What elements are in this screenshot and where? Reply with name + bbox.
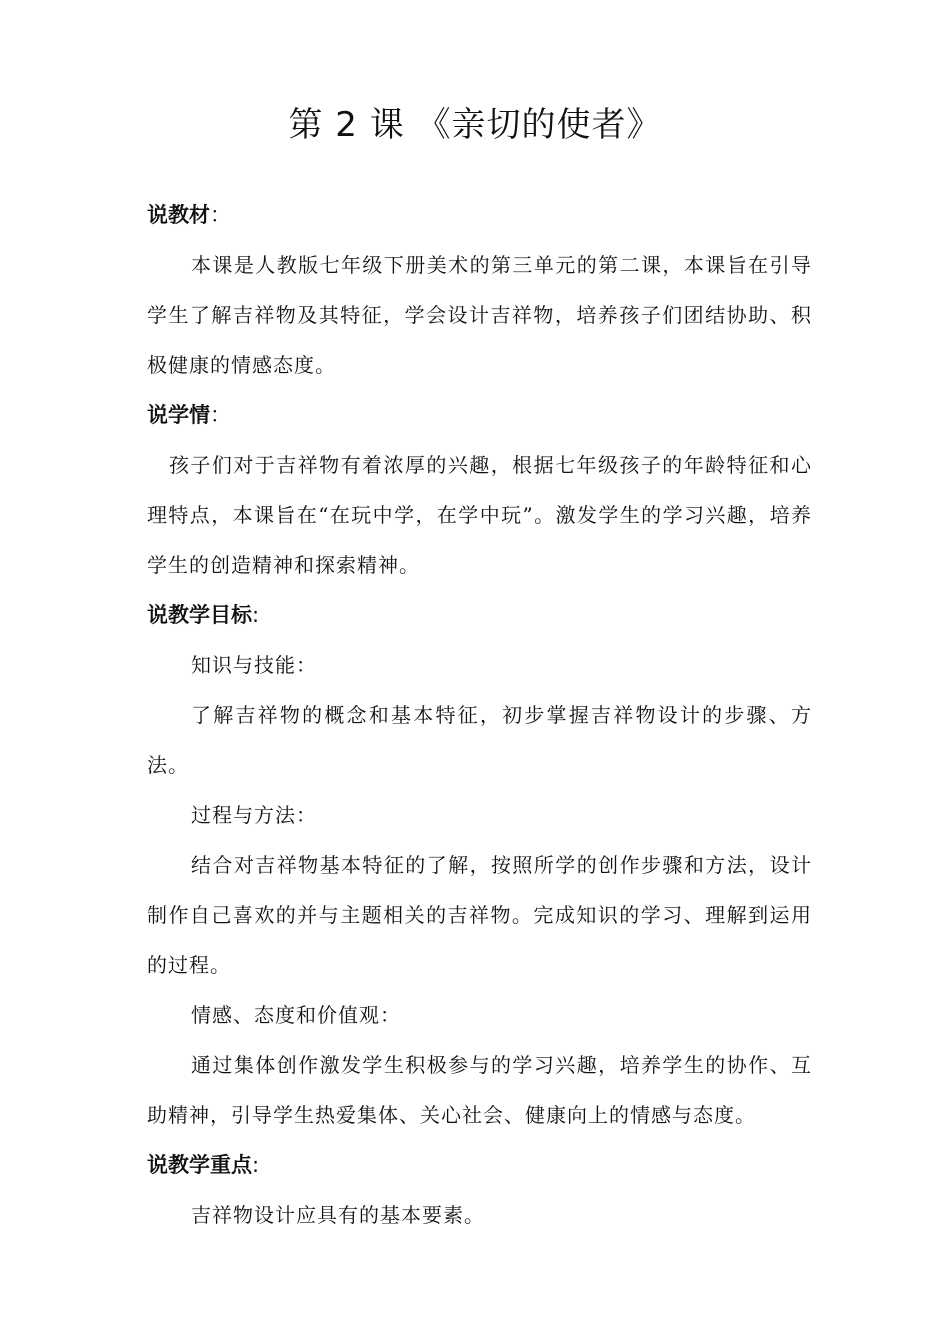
section-heading	[147, 190, 812, 240]
section-heading-text: 说教学重点	[147, 1153, 252, 1177]
goal-text-process: 结合对吉祥物基本特征的了解，按照所学的创作步骤和方法，设计制作自己喜欢的并与主题相关的吉祥物。完成知识的学习、理解到运用的过程。	[147, 853, 812, 977]
goal-label-process: 过程与方法：	[191, 803, 317, 827]
section-heading-colon: ：	[210, 203, 231, 227]
section-heading	[147, 1140, 812, 1190]
goal-text-emotion: 通过集体创作激发学生积极参与的学习兴趣，培养学生的协作、互助精神，引导学生热爱集体、关心社会、健康向上的情感与态度。	[147, 1053, 812, 1127]
goal-label-emotion: 情感、态度和价值观：	[191, 1003, 401, 1027]
section-key-points	[147, 1140, 812, 1240]
paragraph: 吉祥物设计应具有的基本要素。	[191, 1203, 485, 1227]
section-heading-text: 说学情	[147, 403, 210, 427]
section-heading	[147, 390, 812, 440]
section-heading	[147, 590, 812, 640]
goal-text-knowledge: 了解吉祥物的概念和基本特征，初步掌握吉祥物设计的步骤、方法。	[147, 703, 812, 777]
section-heading-text: 说教学目标	[147, 603, 252, 627]
goal-label-knowledge: 知识与技能：	[191, 653, 317, 677]
document-body	[147, 190, 812, 1240]
section-heading-colon: :	[252, 1153, 260, 1177]
section-textbook	[147, 190, 812, 390]
paragraph: 孩子们对于吉祥物有着浓厚的兴趣，根据七年级孩子的年龄特征和心理特点，本课旨在“在玩中学，在学中玩”。激发学生的学习兴趣，培养学生的创造精神和探索精神。	[147, 453, 812, 577]
section-heading-colon: :	[252, 603, 260, 627]
section-student-analysis	[147, 390, 812, 590]
section-heading-colon: ：	[210, 403, 231, 427]
paragraph: 本课是人教版七年级下册美术的第三单元的第二课，本课旨在引导学生了解吉祥物及其特征，学会设计吉祥物，培养孩子们团结协助、积极健康的情感态度。	[147, 253, 812, 377]
section-teaching-goals	[147, 590, 812, 1140]
document-title: 第 2 课 《亲切的使者》	[288, 105, 662, 145]
section-heading-text: 说教材	[147, 203, 210, 227]
